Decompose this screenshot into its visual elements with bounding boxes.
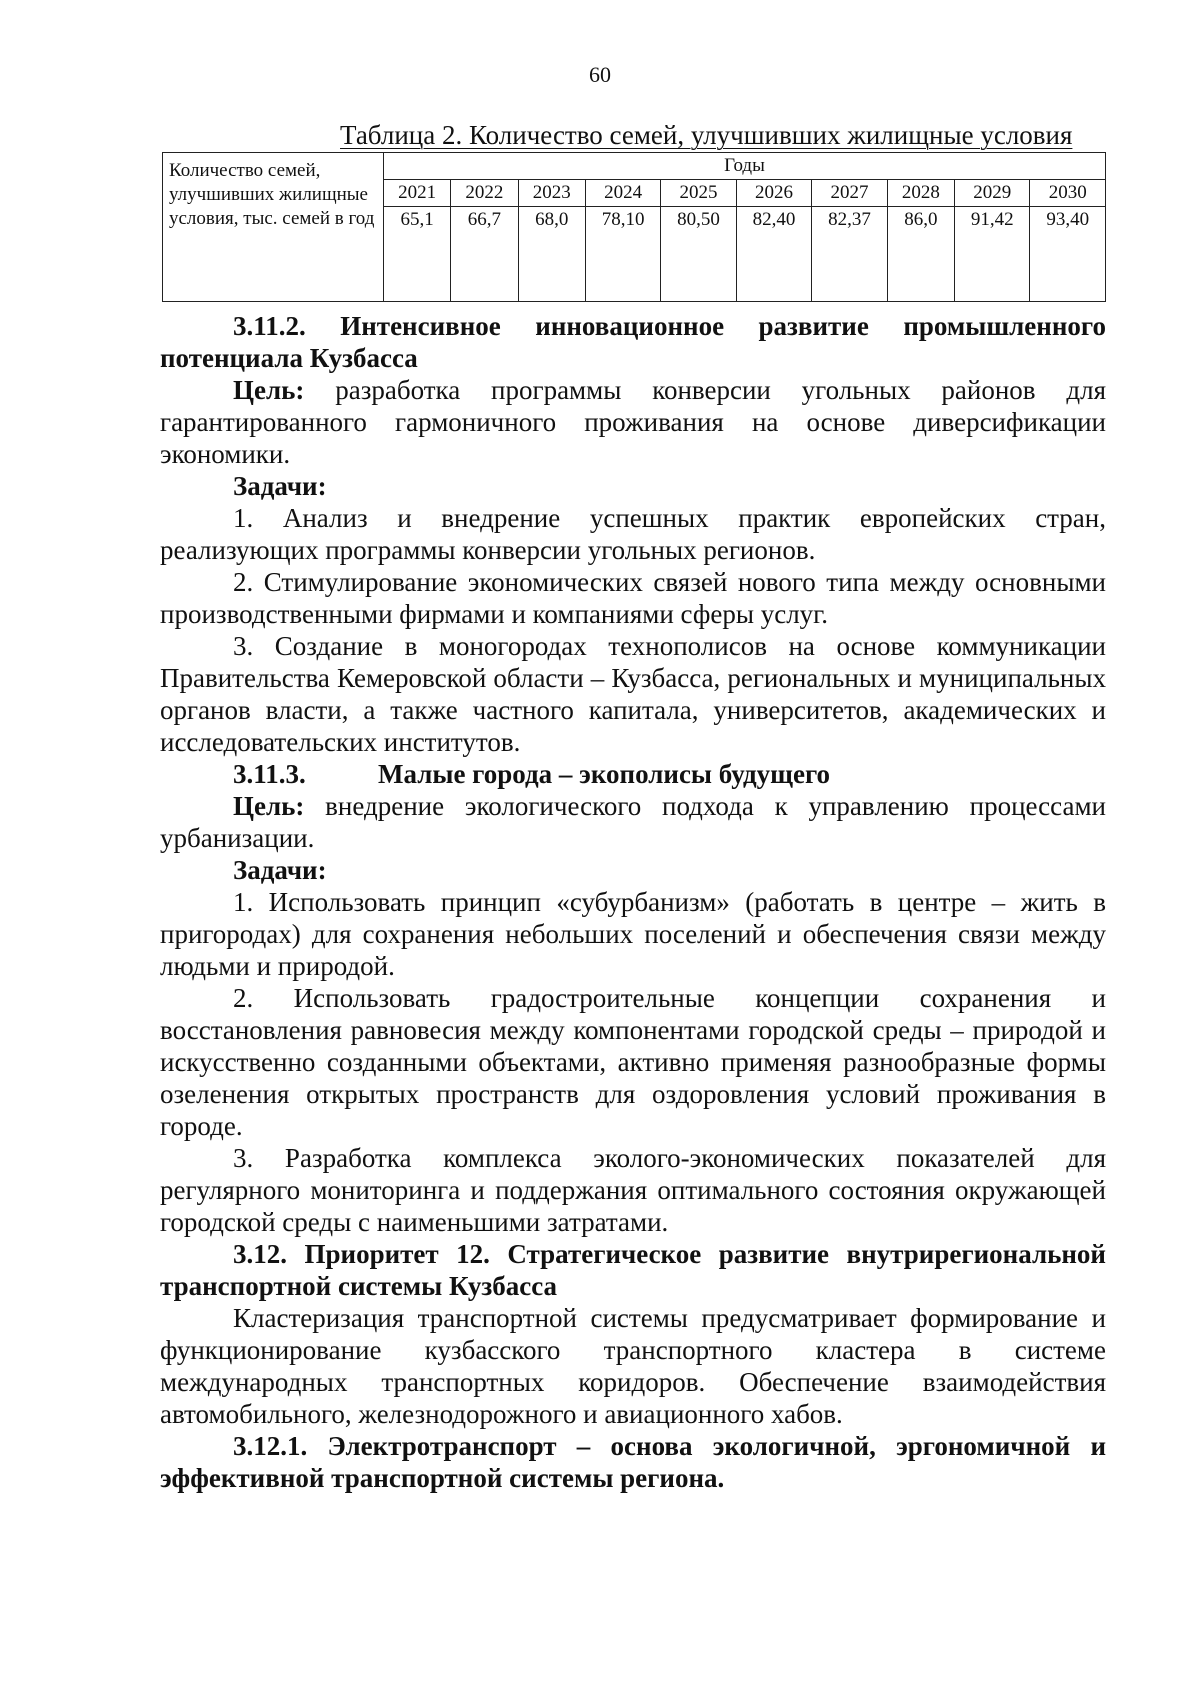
value-cell: 65,1 [384, 207, 451, 302]
year-cell: 2025 [661, 180, 736, 207]
section-heading-3-12: 3.12. Приоритет 12. Стратегическое развитие внутрирегиональной транспортной системы Кузбасса [160, 1239, 1106, 1301]
year-cell: 2021 [384, 180, 451, 207]
task-item: 1. Анализ и внедрение успешных практик европейских стран, реализующих программы конверсии угольных регионов. [160, 503, 1106, 565]
year-cell: 2030 [1030, 180, 1106, 207]
tasks-label: Задачи: [233, 855, 327, 885]
year-cell: 2023 [518, 180, 585, 207]
value-cell: 86,0 [887, 207, 954, 302]
year-cell: 2029 [955, 180, 1030, 207]
section-paragraph: Кластеризация транспортной системы предусматривает формирование и функционирование кузбасского транспортного кластера в системе международных транспортных коридоров. Обеспечение взаимодействия автомобильного, железнодорожного и авиационного хабов. [160, 1303, 1106, 1429]
table-title: Таблица 2. Количество семей, улучшивших жилищные условия [340, 120, 1073, 150]
goal-label: Цель: [233, 791, 305, 821]
value-cell: 91,42 [955, 207, 1030, 302]
task-item: 3. Создание в моногородах технополисов на основе коммуникации Правительства Кемеровской области – Кузбасса, региональных и муниципальных органов власти, а также частного капитала, университетов, академических и исследовательских институтов. [160, 631, 1106, 757]
goal-label: Цель: [233, 375, 305, 405]
year-cell: 2027 [812, 180, 887, 207]
task-item: 3. Разработка комплекса эколого-экономических показателей для регулярного мониторинга и поддержания оптимального состояния окружающей городской среды с наименьшими затратами. [160, 1143, 1106, 1237]
years-header: Годы [384, 153, 1106, 180]
section-heading-3-11-2: 3.11.2. Интенсивное инновационное развитие промышленного потенциала Кузбасса [160, 311, 1106, 373]
page-number: 60 [589, 62, 611, 87]
task-item: 2. Стимулирование экономических связей нового типа между основными производственными фирмами и компаниями сферы услуг. [160, 567, 1106, 629]
goal-text: внедрение экологического подхода к управлению процессами урбанизации. [160, 791, 1106, 853]
section-title: Малые города – экополисы будущего [378, 759, 831, 789]
value-cell: 78,10 [585, 207, 660, 302]
value-cell: 66,7 [451, 207, 518, 302]
year-cell: 2022 [451, 180, 518, 207]
value-cell: 68,0 [518, 207, 585, 302]
value-cell: 80,50 [661, 207, 736, 302]
year-cell: 2026 [736, 180, 811, 207]
goal-paragraph [160, 374, 1106, 470]
document-body [160, 310, 1106, 1494]
tasks-label: Задачи: [233, 471, 327, 501]
value-cell: 82,37 [812, 207, 887, 302]
task-item: 2. Использовать градостроительные концепции сохранения и восстановления равновесия между компонентами городской среды – природой и искусственно созданными объектами, активно применяя разнообразные формы озеленения открытых пространств для оздоровления условий проживания в городе. [160, 983, 1106, 1141]
year-cell: 2028 [887, 180, 954, 207]
families-table [162, 152, 1106, 302]
section-heading-3-12-1: 3.12.1. Электротранспорт – основа экологичной, эргономичной и эффективной транспортной системы региона. [160, 1431, 1106, 1493]
task-item: 1. Использовать принцип «субурбанизм» (работать в центре – жить в пригородах) для сохранения небольших поселений и обеспечения связи между людьми и природой. [160, 887, 1106, 981]
section-number: 3.11.3. [233, 759, 306, 789]
value-cell: 82,40 [736, 207, 811, 302]
section-heading-3-11-3 [160, 758, 1106, 790]
goal-paragraph [160, 790, 1106, 854]
goal-text: разработка программы конверсии угольных районов для гарантированного гармоничного проживания на основе диверсификации экономики. [160, 375, 1106, 469]
table-row-label: Количество семей, улучшивших жилищные условия, тыс. семей в год [163, 153, 384, 302]
value-cell: 93,40 [1030, 207, 1106, 302]
year-cell: 2024 [585, 180, 660, 207]
